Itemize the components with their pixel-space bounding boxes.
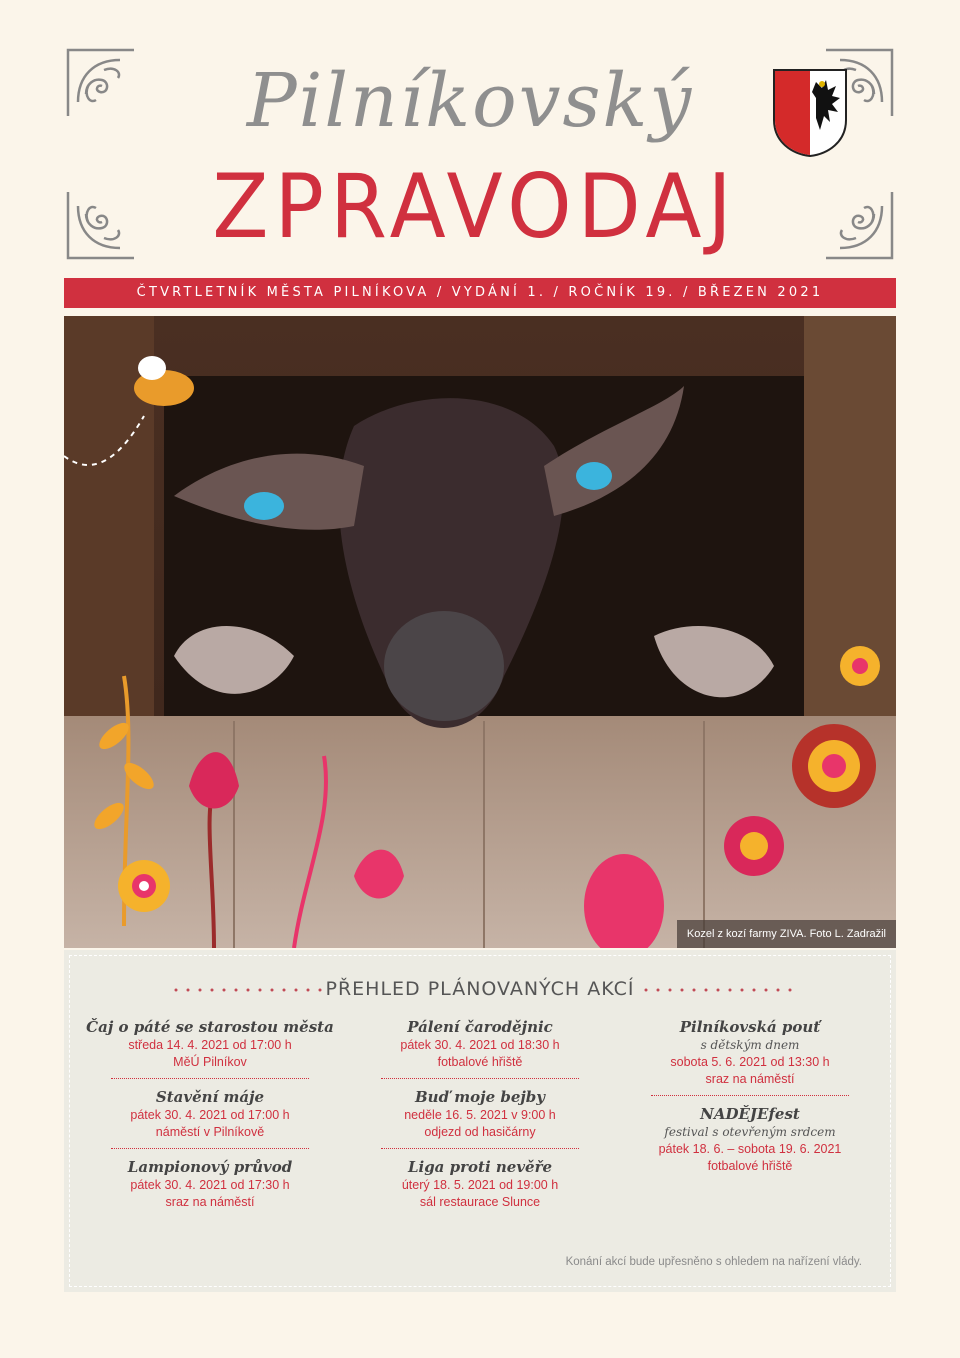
event-place: fotbalové hřiště xyxy=(437,1055,523,1069)
events-panel xyxy=(64,950,896,1292)
event-date: sobota 5. 6. 2021 od 13:30 h xyxy=(670,1055,830,1069)
event-place: náměstí v Pilníkově xyxy=(155,1125,265,1139)
event-separator xyxy=(381,1078,579,1079)
event-name: Pálení čarodějnic xyxy=(407,1018,553,1036)
event-name: Čaj o páté se starostou města xyxy=(86,1018,334,1036)
event-place: fotbalové hřiště xyxy=(707,1159,793,1173)
event-name: Buď moje bejby xyxy=(414,1088,546,1106)
event-place: sraz na náměstí xyxy=(705,1072,795,1086)
event-subtitle: s dětským dnem xyxy=(700,1038,800,1052)
events-column-2 xyxy=(356,1018,604,1211)
goat-photo-image xyxy=(64,316,896,948)
event-item xyxy=(356,1018,604,1071)
ornament-bottom-left xyxy=(64,190,136,262)
event-date: pátek 18. 6. – sobota 19. 6. 2021 xyxy=(658,1142,842,1156)
event-name: Pilníkovská pouť xyxy=(679,1018,821,1036)
event-date: úterý 18. 5. 2021 od 19:00 h xyxy=(401,1178,559,1192)
ornament-bottom-right xyxy=(824,190,896,262)
title-script: Pilníkovský xyxy=(246,58,694,144)
events-column-3 xyxy=(626,1018,874,1175)
events-note: Konání akcí bude upřesněno s ohledem na nařízení vlády. xyxy=(565,1256,862,1268)
event-item xyxy=(86,1088,334,1141)
event-separator xyxy=(111,1078,309,1079)
event-place: sraz na náměstí xyxy=(165,1195,255,1209)
events-column-1 xyxy=(86,1018,334,1211)
event-item xyxy=(86,1158,334,1211)
photo-caption: Kozel z kozí farmy ZIVA. Foto L. Zadražil xyxy=(677,920,896,948)
event-name: Liga proti nevěře xyxy=(407,1158,553,1176)
event-name: NADĚJEfest xyxy=(700,1105,800,1123)
event-separator xyxy=(111,1148,309,1149)
event-date: pátek 30. 4. 2021 od 17:30 h xyxy=(130,1178,290,1192)
ornament-top-left xyxy=(64,46,136,118)
event-date: pátek 30. 4. 2021 od 18:30 h xyxy=(400,1038,560,1052)
event-place: MěÚ Pilníkov xyxy=(173,1055,247,1069)
event-item xyxy=(356,1158,604,1211)
event-place: odjezd od hasičárny xyxy=(424,1125,536,1139)
event-date: pátek 30. 4. 2021 od 17:00 h xyxy=(130,1108,290,1122)
event-separator xyxy=(651,1095,849,1096)
event-date: středa 14. 4. 2021 od 17:00 h xyxy=(128,1038,292,1052)
event-name: Stavění máje xyxy=(155,1088,265,1106)
event-item xyxy=(86,1018,334,1071)
event-item xyxy=(356,1088,604,1141)
heading-dots-right xyxy=(644,988,794,992)
event-date: neděle 16. 5. 2021 v 9:00 h xyxy=(404,1108,556,1122)
event-item xyxy=(626,1018,874,1088)
coat-of-arms-icon xyxy=(772,68,848,158)
event-name: Lampionový průvod xyxy=(127,1158,293,1176)
cover-photo xyxy=(64,316,896,948)
issue-banner: ČTVRTLETNÍK MĚSTA PILNÍKOVA / VYDÁNÍ 1. / ROČNÍK 19. / BŘEZEN 2021 xyxy=(64,278,896,308)
event-subtitle: festival s otevřeným srdcem xyxy=(664,1125,836,1139)
event-separator xyxy=(381,1148,579,1149)
events-heading: PŘEHLED PLÁNOVANÝCH AKCÍ xyxy=(325,978,635,1000)
event-item xyxy=(626,1105,874,1175)
title-main: ZPRAVODAJ xyxy=(212,156,738,259)
event-place: sál restaurace Slunce xyxy=(419,1195,541,1209)
